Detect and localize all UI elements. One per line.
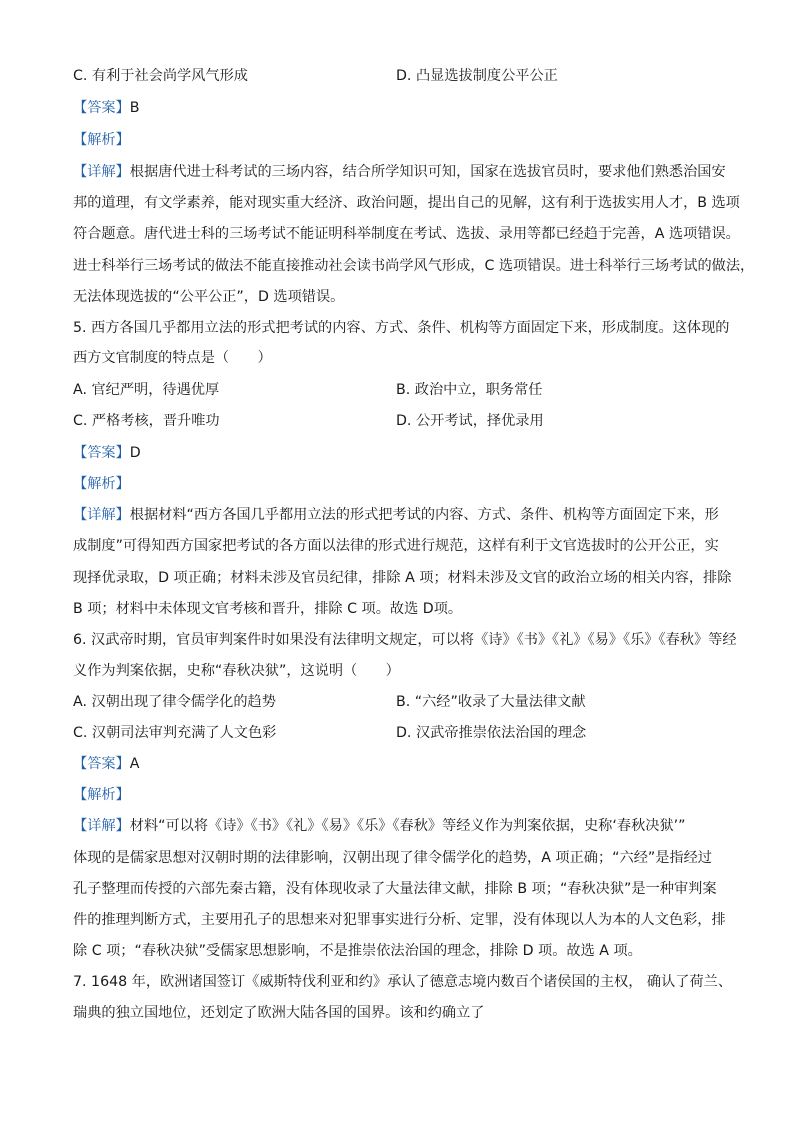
- detail-line: 件的推理判断方式，主要用孔子的思想来对犯罪事实进行分析、定罪，没有体现以人为本的人文色彩，排: [73, 912, 726, 928]
- answer-row: [73, 754, 139, 774]
- detail-line: 无法体现选拔的“公平公正”，D 选项错误。: [73, 289, 345, 305]
- question-stem: 西方文官制度的特点是（ ）: [73, 350, 272, 366]
- question-stem: 5. 西方各国几乎都用立法的形式把考试的内容、方式、条件、机构等方面固定下来，形成制度。这体现的: [73, 320, 730, 336]
- detail-line: 进士科举行三场考试的做法不能直接推动社会读书尚学风气形成，C 选项错误。进士科举行三场考试的做法，: [73, 258, 755, 274]
- analysis-tag: [73, 474, 130, 494]
- detail-line: [73, 505, 719, 525]
- analysis-label: 【解析】: [73, 476, 130, 492]
- answer-value: B: [129, 100, 140, 116]
- option-d: D. 汉武帝推崇依法治国的理念: [396, 725, 587, 741]
- answer-tag: 【答案】: [73, 445, 130, 461]
- detail-line: 除 C 项；“春秋决狱”受儒家思想影响，不是推崇依法治国的理念，排除 D 项。故选 A 项。: [73, 943, 642, 959]
- analysis-label: 【解析】: [73, 787, 130, 803]
- detail-text: 根据唐代进士科考试的三场内容，结合所学知识可知，国家在选拔官员时，要求他们熟悉治国安: [129, 164, 726, 180]
- detail-tag: 【详解】: [73, 818, 130, 834]
- detail-line: 成制度”可得知西方国家把考试的各方面以法律的形式进行规范，这样有利于文官选拔时的公开公正，实: [73, 538, 719, 554]
- question-stem: 7. 1648 年，欧洲诸国签订《威斯特伐利亚和约》承认了德意志境内数百个诸侯国的主权， 确认了荷兰、: [73, 974, 733, 990]
- detail-text: 根据材料“西方各国几乎都用立法的形式把考试的内容、方式、条件、机构等方面固定下来，形: [129, 507, 719, 523]
- option-c: C. 严格考核，晋升唯功: [73, 413, 220, 429]
- answer-tag: 【答案】: [73, 100, 130, 116]
- question-stem: 义作为判案依据，史称“春秋决狱”，这说明（ ）: [73, 663, 400, 679]
- answer-tag: 【答案】: [73, 756, 130, 772]
- option-a: A. 官纪严明，待遇优厚: [73, 382, 220, 398]
- option-d: D. 凸显选拔制度公平公正: [396, 68, 558, 84]
- detail-line: [73, 162, 726, 182]
- answer-row: [73, 443, 141, 463]
- detail-text: 材料“可以将《诗》《书》《礼》《易》《乐》《春秋》等经义作为判案依据，史称‘春秋决狱’”: [129, 818, 686, 834]
- option-b: B. 政治中立，职务常任: [396, 382, 543, 398]
- detail-line: 符合题意。唐代进士科的三场考试不能证明科举制度在考试、选拔、录用等都已经趋于完善，A 选项错误。: [73, 226, 740, 242]
- analysis-label: 【解析】: [73, 132, 130, 148]
- option-b: B. “六经”收录了大量法律文献: [396, 694, 586, 710]
- analysis-tag: [73, 130, 130, 150]
- detail-tag: 【详解】: [73, 507, 130, 523]
- detail-line: B 项；材料中未体现文官考核和晋升，排除 C 项。故选 D项。: [73, 601, 463, 617]
- option-c: C. 汉朝司法审判充满了人文色彩: [73, 725, 277, 741]
- detail-line: 邦的道理，有文学素养，能对现实重大经济、政治问题，提出自己的见解，这有利于选拔实用人才，B 选项: [73, 195, 740, 211]
- question-stem: 瑞典的独立国地位，还划定了欧洲大陆各国的国界。该和约确立了: [73, 1005, 485, 1021]
- detail-line: 孔子整理而传授的六部先秦古籍，没有体现收录了大量法律文献，排除 B 项；“春秋决狱”是一种审判案: [73, 881, 717, 897]
- analysis-tag: [73, 785, 130, 805]
- option-a: A. 汉朝出现了律令儒学化的趋势: [73, 694, 276, 710]
- detail-line: [73, 816, 686, 836]
- detail-tag: 【详解】: [73, 164, 130, 180]
- option-d: D. 公开考试，择优录用: [396, 413, 544, 429]
- answer-value: D: [129, 445, 141, 461]
- answer-value: A: [129, 756, 140, 772]
- option-c: C. 有利于社会尚学风气形成: [73, 68, 248, 84]
- detail-line: 体现的是儒家思想对汉朝时期的法律影响，汉朝出现了律令儒学化的趋势，A 项正确；“六经”是指经过: [73, 850, 712, 866]
- detail-line: 现择优录取，D 项正确；材料未涉及官员纪律，排除 A 项；材料未涉及文官的政治立场的相关内容，排除: [73, 570, 732, 586]
- answer-row: [73, 98, 140, 118]
- question-stem: 6. 汉武帝时期，官员审判案件时如果没有法律明文规定，可以将《诗》《书》《礼》《易》《乐》《春秋》等经: [73, 632, 737, 648]
